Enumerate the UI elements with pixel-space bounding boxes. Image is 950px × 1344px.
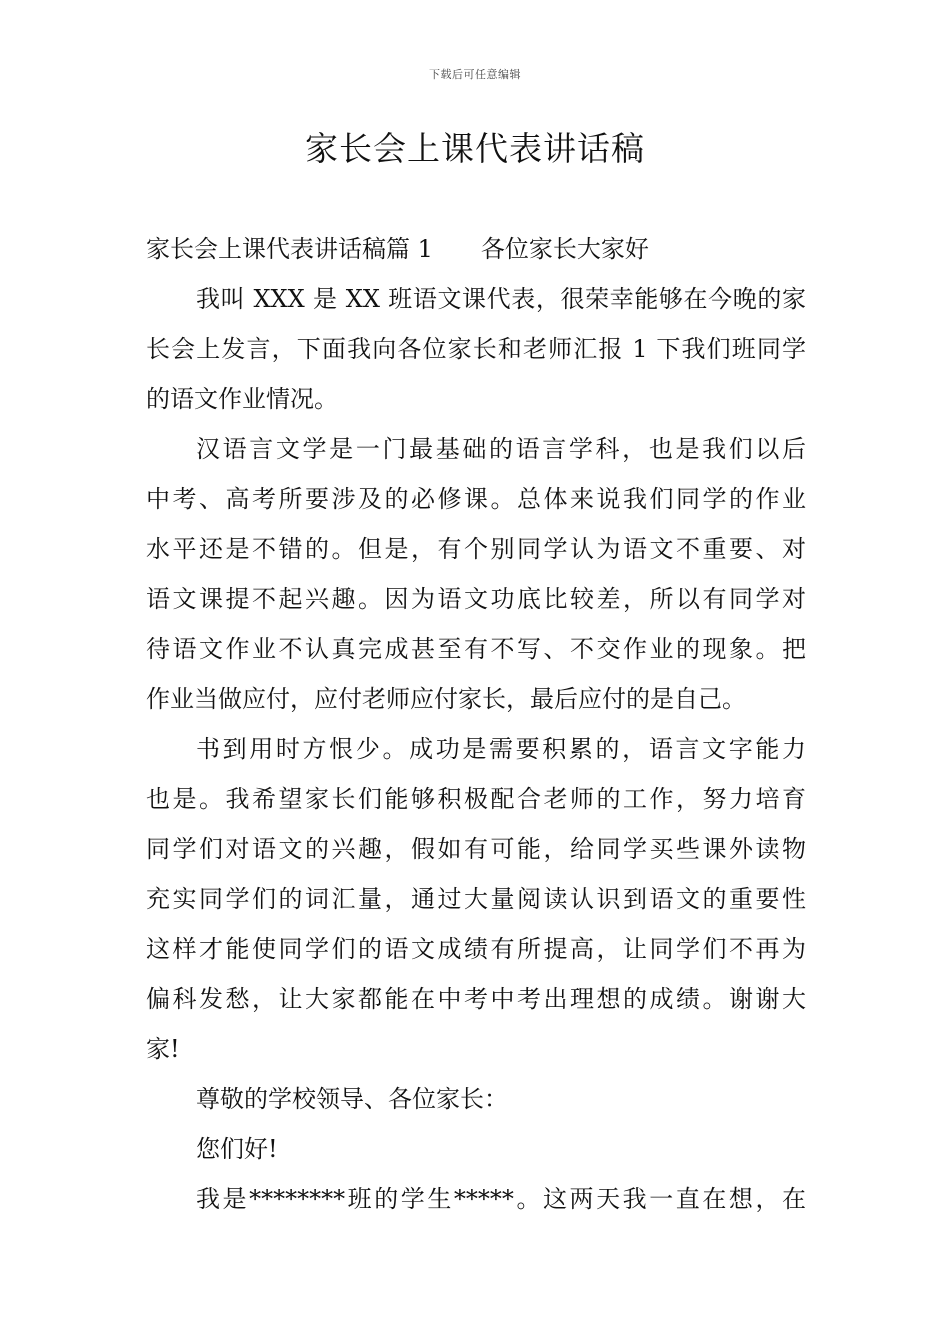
line-text: 也是。我希望家长们能够积极配合老师的工作，努力培育 xyxy=(146,785,806,813)
document-body xyxy=(146,224,806,1224)
line-text: 同学们对语文的兴趣，假如有可能，给同学买些课外读物 xyxy=(146,835,806,863)
line-text: 家长会上课代表讲话稿篇 1 xyxy=(146,235,433,263)
paragraph-line xyxy=(146,1024,806,1074)
paragraph-line xyxy=(146,974,806,1024)
paragraph-line xyxy=(146,1124,806,1174)
document-title: 家长会上课代表讲话稿 xyxy=(305,129,645,168)
line-text: 我叫 XXX 是 XX 班语文课代表，很荣幸能够在今晚的家 xyxy=(196,285,806,313)
line-text: 长会上发言，下面我向各位家长和老师汇报 1 下我们班同学 xyxy=(146,335,806,363)
line-text: 水平还是不错的。但是，有个别同学认为语文不重要、对 xyxy=(146,535,806,563)
paragraph-line xyxy=(146,524,806,574)
paragraph-line xyxy=(146,1174,806,1224)
line-text: 作业当做应付，应付老师应付家长，最后应付的是自己。 xyxy=(146,685,746,713)
paragraph-line xyxy=(146,1074,806,1124)
paragraph-line xyxy=(146,424,806,474)
line-text: 中考、高考所要涉及的必修课。总体来说我们同学的作业 xyxy=(146,485,806,513)
paragraph-line xyxy=(146,874,806,924)
greeting-text: 各位家长大家好 xyxy=(480,235,649,263)
line-text: 语文课提不起兴趣。因为语文功底比较差，所以有同学对 xyxy=(146,585,806,613)
line-text: 家! xyxy=(146,1035,180,1063)
line-text: 我是********班的学生*****。这两天我一直在想，在 xyxy=(196,1185,806,1213)
line-text: 充实同学们的词汇量，通过大量阅读认识到语文的重要性 xyxy=(146,885,806,913)
paragraph-line xyxy=(146,624,806,674)
paragraph-line xyxy=(146,674,806,724)
paragraph-line xyxy=(146,474,806,524)
paragraph-line xyxy=(146,774,806,824)
paragraph-line xyxy=(146,274,806,324)
paragraph-line xyxy=(146,824,806,874)
paragraph-line xyxy=(146,724,806,774)
paragraph-line xyxy=(146,924,806,974)
paragraph-line xyxy=(146,324,806,374)
line-text: 这样才能使同学们的语文成绩有所提高，让同学们不再为 xyxy=(146,935,806,963)
paragraph-line xyxy=(146,574,806,624)
line-text: 待语文作业不认真完成甚至有不写、不交作业的现象。把 xyxy=(146,635,806,663)
line-text: 书到用时方恨少。成功是需要积累的，语言文字能力 xyxy=(196,735,806,763)
header-note: 下载后可任意编辑 xyxy=(429,68,521,81)
line-text: 偏科发愁，让大家都能在中考中考出理想的成绩。谢谢大 xyxy=(146,985,806,1013)
line-text: 尊敬的学校领导、各位家长： xyxy=(196,1085,508,1113)
line-text: 的语文作业情况。 xyxy=(146,385,338,413)
paragraph-line xyxy=(146,224,806,274)
line-text: 您们好! xyxy=(196,1135,278,1163)
paragraph-line xyxy=(146,374,806,424)
line-text: 汉语言文学是一门最基础的语言学科，也是我们以后 xyxy=(196,435,806,463)
